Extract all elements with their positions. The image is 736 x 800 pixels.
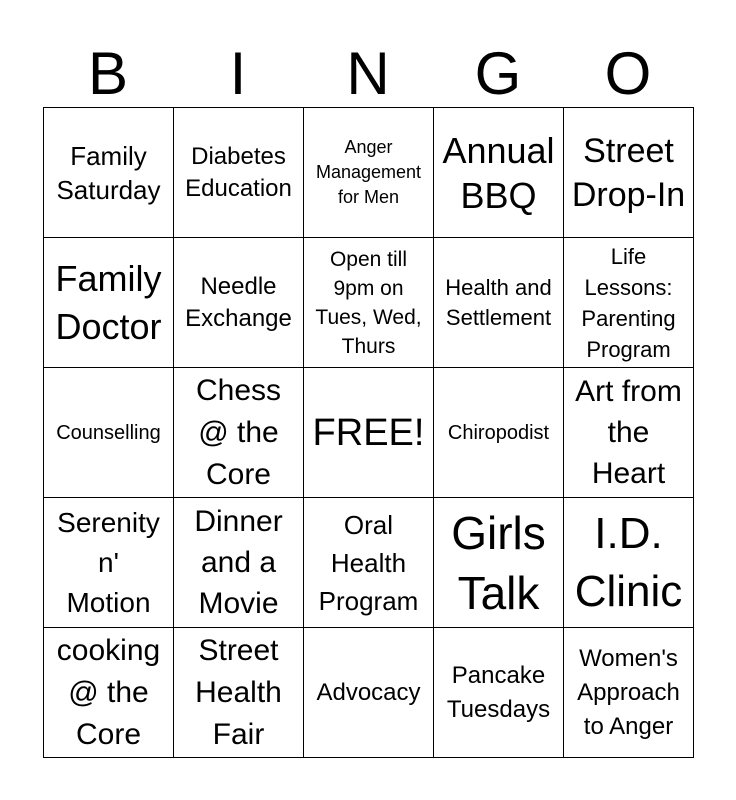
header-letter-i: I	[229, 40, 247, 107]
free-space[interactable]	[304, 368, 434, 498]
cell-label: I.D. Clinic	[574, 508, 683, 616]
cell-label: Anger Management for Men	[315, 137, 422, 207]
cell-label: Street Health Fair	[195, 633, 282, 751]
bingo-cell[interactable]	[174, 238, 304, 368]
bingo-cell[interactable]	[564, 108, 694, 238]
bingo-cell[interactable]	[44, 368, 174, 498]
cell-label: Girls Talk	[451, 506, 546, 619]
bingo-cell[interactable]	[434, 498, 564, 628]
cell-label: Oral Health Program	[318, 509, 419, 616]
bingo-cell[interactable]	[304, 108, 434, 238]
bingo-cell[interactable]	[174, 108, 304, 238]
cell-label: Advocacy	[316, 678, 421, 706]
cell-label: Serenity n' Motion	[57, 506, 160, 618]
bingo-cell[interactable]	[174, 628, 304, 758]
bingo-cell[interactable]	[174, 498, 304, 628]
header-letter-g: G	[474, 40, 522, 107]
bingo-cell[interactable]	[434, 108, 564, 238]
cell-label: Family Saturday	[56, 140, 161, 205]
bingo-cell[interactable]	[304, 498, 434, 628]
bingo-cell[interactable]	[44, 628, 174, 758]
cell-label: Needle Exchange	[185, 272, 292, 332]
cell-label: Annual BBQ	[442, 129, 555, 216]
bingo-cell[interactable]	[44, 498, 174, 628]
bingo-cell[interactable]	[304, 628, 434, 758]
cell-label: Art from the Heart	[575, 375, 682, 490]
cell-label: Dinner and a Movie	[194, 505, 283, 620]
header-letter-o: O	[604, 40, 652, 107]
header-letter-n: N	[346, 40, 390, 107]
cell-label: Counselling	[56, 421, 161, 444]
cell-label: Pancake Tuesdays	[446, 661, 551, 723]
bingo-cell[interactable]	[564, 368, 694, 498]
cell-label: Diabetes Education	[185, 142, 292, 202]
bingo-cell[interactable]	[44, 108, 174, 238]
bingo-cell[interactable]	[564, 498, 694, 628]
bingo-cell[interactable]	[564, 628, 694, 758]
cell-label: Street Drop-In	[571, 131, 686, 214]
bingo-cell[interactable]	[434, 628, 564, 758]
cell-label: Chiropodist	[447, 421, 550, 444]
bingo-cell[interactable]	[174, 368, 304, 498]
bingo-cell[interactable]	[44, 238, 174, 368]
bingo-board	[43, 107, 694, 758]
header-letter-b: B	[87, 40, 129, 107]
bingo-cell[interactable]	[304, 238, 434, 368]
cell-label: cooking @ the Core	[56, 633, 161, 751]
bingo-cell[interactable]	[564, 238, 694, 368]
cell-label: Chess @ the Core	[195, 373, 282, 491]
cell-label: Women's Approach to Anger	[577, 644, 680, 740]
cell-label: Health and Settlement	[445, 274, 552, 330]
bingo-cell[interactable]	[434, 238, 564, 368]
free-space-label: FREE!	[312, 411, 425, 454]
bingo-header	[43, 40, 693, 108]
cell-label: Family Doctor	[55, 257, 162, 347]
cell-label: Open till 9pm on Tues, Wed, Thurs	[315, 247, 422, 358]
bingo-cell[interactable]	[434, 368, 564, 498]
cell-label: Life Lessons: Parenting Program	[581, 243, 676, 362]
